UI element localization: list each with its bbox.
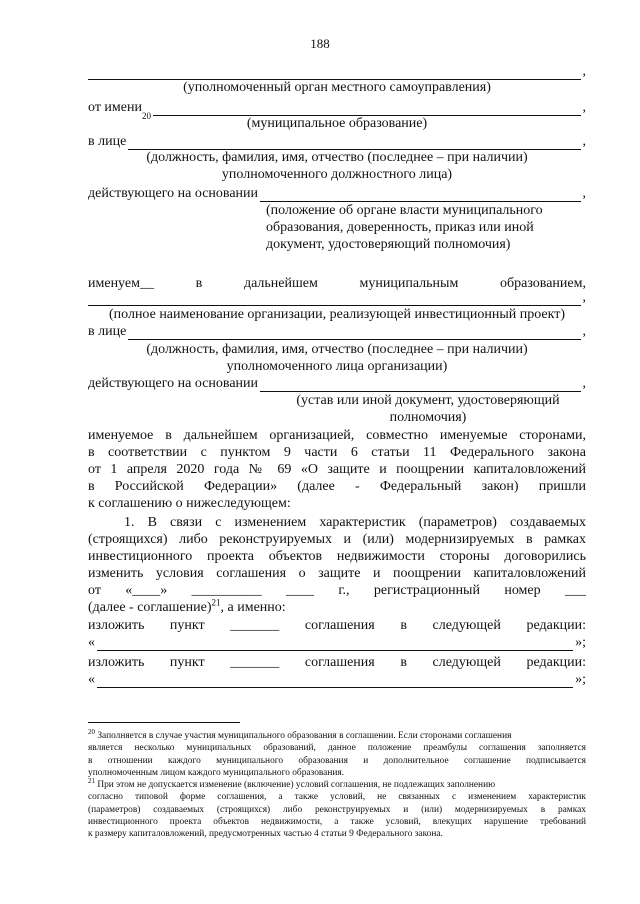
blank-line-organization: , (88, 290, 586, 306)
quote-line-1: « »; (88, 635, 586, 650)
clause-1-date-line: от «____» __________ ____ г., регистрационный номер ___ (88, 583, 586, 598)
in-person-line: в лице , (88, 134, 586, 149)
basis-caption-3: документ, удостоверяющий полномочия) (266, 237, 511, 252)
on-behalf-line: от имени 20 , (88, 100, 586, 121)
basis-caption-2: образования, доверенность, приказ или иной (266, 220, 534, 235)
clause-1-line-1: 1. В связи с изменением характеристик (параметров) создаваемых (124, 515, 586, 530)
body-line-5: к соглашению о нижеследующем: (88, 496, 291, 511)
blank-line-authority: , (88, 64, 586, 80)
basis-caption-1: (положение об органе власти муниципального (266, 203, 543, 218)
named-line: именуем__ в дальнейшем муниципальным образованием, (88, 276, 586, 291)
footnote-21 (88, 776, 586, 840)
person-caption-2: уполномоченного должностного лица) (221, 167, 453, 182)
page-number: 188 (310, 36, 330, 51)
org-basis-caption-1: (устав или иной документ, удостоверяющий (296, 393, 560, 408)
organization-caption: (полное наименование организации, реализующей инвестиционный проект) (108, 307, 566, 322)
person-caption-1: (должность, фамилия, имя, отчество (последнее – при наличии) (146, 150, 528, 165)
org-in-person-line: в лице , (88, 324, 586, 339)
clause-1-agreement-line: (далее - соглашение)$^{21}$, а именно: (88, 597, 286, 615)
body-line-1: именуемое в дальнейшем организацией, совместно именуемые сторонами, (88, 428, 586, 443)
quote-line-2: « »; (88, 672, 586, 687)
footnote-line: (параметров) создаваемых (строящихся) либо реконструируемых и (или) модернизируемых в рамках (88, 804, 586, 815)
clause-1-line-2: (строящихся) либо реконструируемых и (или) модернизируемых в рамках (88, 532, 586, 547)
body-line-3: от 1 апреля 2020 года № 69 «О защите и поощрении капиталовложений (88, 462, 586, 477)
footnote-line: $^{21}$ При этом не допускается изменение (включение) условий соглашения, не подлежащих заполнению (88, 776, 496, 790)
authority-caption: (уполномоченный орган местного самоуправления) (183, 80, 491, 95)
footnote-line: согласно типовой форме соглашения, а также условий, не связанных с изменением характеристик (88, 792, 586, 803)
footnote-separator (88, 722, 240, 723)
body-line-4: в Российской Федерации» (далее - Федеральный закон) пришли (88, 479, 586, 494)
org-person-caption-2: уполномоченного лица организации) (226, 359, 448, 374)
org-basis-caption-2: полномочия) (389, 410, 467, 425)
footnote-line: $^{20}$ Заполняется в случае участия муниципального образования в соглашении. Если сторонами соглашения (88, 727, 512, 741)
body-line-2: в соответствии с пунктом 9 части 6 статьи 11 Федерального закона (88, 445, 586, 460)
municipal-caption: (муниципальное образование) (246, 116, 428, 131)
footnote-line: является несколько муниципальных образований, данное положение преамбулы соглашения заполняется (88, 743, 586, 754)
clause-1-line-4: изменить условия соглашения о защите и поощрении капиталовложений (88, 566, 586, 581)
footnote-line: в отношении каждого муниципального образования и дополнительное соглашение подписывается (88, 755, 586, 766)
amend-line-2: изложить пункт _______ соглашения в следующей редакции: (88, 655, 586, 670)
footnote-20 (88, 727, 586, 779)
clause-1-line-3: инвестиционного проекта объектов недвижимости стороны договорились (88, 549, 586, 564)
org-acting-basis-line: действующего на основании , (88, 376, 586, 391)
footnote-line: инвестиционного проекта объектов недвижимости, а также условий, влекущих нарушение требований (88, 816, 586, 827)
footnote-line: уполномоченным лицом каждого муниципального образования. (88, 767, 345, 778)
amend-line-1: изложить пункт _______ соглашения в следующей редакции: (88, 618, 586, 633)
org-person-caption-1: (должность, фамилия, имя, отчество (последнее – при наличии) (146, 342, 528, 357)
acting-basis-line: действующего на основании , (88, 186, 586, 201)
footnote-line: к размеру капиталовложений, предусмотренных частью 4 статьи 9 Федерального закона. (88, 829, 443, 840)
